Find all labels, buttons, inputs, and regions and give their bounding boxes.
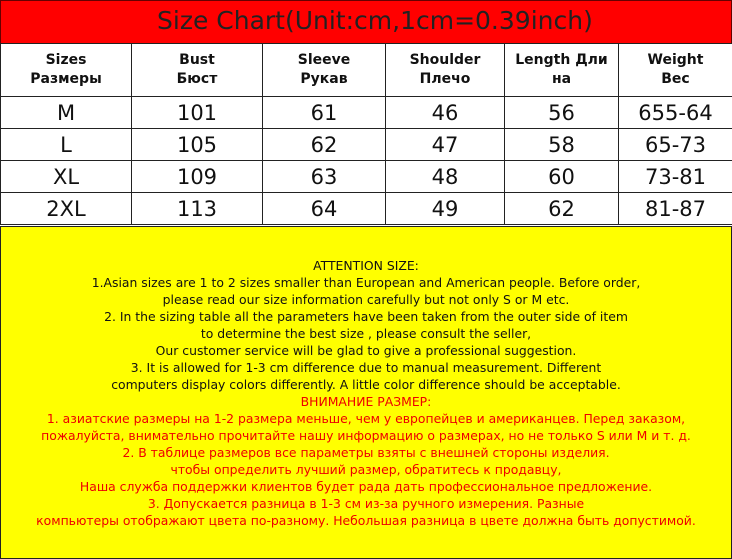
table-row [1,129,732,161]
table-cell: 62 [263,129,386,161]
header-en: Sizes [45,52,87,68]
size-chart-title: Size Chart(Unit:cm,1cm=0.39inch) [157,6,593,35]
table-cell: XL [1,161,132,193]
note-line-en: 2. In the sizing table all the parameters have been taken from the outer side of item [104,309,628,324]
note-line-en: to determine the best size , please consult the seller, [200,326,532,341]
note-line-ru: 2. В таблице размеров все параметры взяты с внешней стороны изделия. [122,445,610,460]
header-en: Weight [647,52,704,68]
note-line-en: 3. It is allowed for 1-3 cm difference due to manual measurement. Different [130,360,602,375]
size-table [0,43,732,225]
note-line-ru: компьютеры отображают цвета по-разному. Небольшая разница в цвете должна быть допустимой. [36,513,696,528]
note-line-ru: пожалуйста, внимательно прочитайте нашу информацию о размерах, но не только S или M и т. д. [41,428,691,443]
header-en: Bust [179,52,215,68]
attention-notes [0,226,732,559]
size-chart-title-bar [0,0,732,43]
column-header [132,44,263,97]
note-line-en: please read our size information carefully but not only S or M etc. [162,292,570,307]
table-cell: 63 [263,161,386,193]
table-cell: 655-64 [619,97,732,129]
column-header [386,44,505,97]
table-cell: 47 [386,129,505,161]
table-cell: 56 [505,97,619,129]
table-cell: 73-81 [619,161,732,193]
table-cell: 46 [386,97,505,129]
header-en: Length Дли [515,52,608,68]
table-cell: M [1,97,132,129]
note-line-en: 1.Asian sizes are 1 to 2 sizes smaller than European and American people. Before order, [91,275,641,290]
table-cell: 49 [386,193,505,225]
table-cell: 58 [505,129,619,161]
note-line-en: Our customer service will be glad to give a professional suggestion. [155,343,577,358]
note-line-en: ATTENTION SIZE: [313,258,419,273]
column-header [263,44,386,97]
note-line-ru: 3. Допускается разница в 1-3 см из-за ручного измерения. Разные [147,496,585,511]
table-cell: 81-87 [619,193,732,225]
table-cell: 109 [132,161,263,193]
header-ru: Вес [661,71,690,87]
header-ru: Бюст [176,71,218,87]
table-header-row [1,44,732,97]
table-cell: L [1,129,132,161]
table-row [1,161,732,193]
header-ru: Рукав [300,71,348,87]
note-line-ru: ВНИМАНИЕ РАЗМЕР: [300,394,432,409]
column-header [505,44,619,97]
table-cell: 113 [132,193,263,225]
header-en: Shoulder [409,52,481,68]
table-cell: 2XL [1,193,132,225]
header-ru: на [551,71,572,87]
table-cell: 65-73 [619,129,732,161]
table-cell: 64 [263,193,386,225]
table-cell: 101 [132,97,263,129]
table-cell: 61 [263,97,386,129]
column-header [1,44,132,97]
note-line-en: computers display colors differently. A little color difference should be acceptable. [111,377,621,392]
table-cell: 48 [386,161,505,193]
table-cell: 62 [505,193,619,225]
table-cell: 60 [505,161,619,193]
note-line-ru: Наша служба поддержки клиентов будет рада дать профессиональное предложение. [79,479,653,494]
note-line-ru: чтобы определить лучший размер, обратитесь к продавцу, [170,462,562,477]
column-header [619,44,732,97]
note-line-ru: 1. азиатские размеры на 1-2 размера меньше, чем у европейцев и американцев. Перед заказом, [46,411,686,426]
table-row [1,193,732,225]
table-row [1,97,732,129]
header-ru: Размеры [30,71,102,87]
table-cell: 105 [132,129,263,161]
header-en: Sleeve [297,52,351,68]
header-ru: Плечо [419,71,471,87]
